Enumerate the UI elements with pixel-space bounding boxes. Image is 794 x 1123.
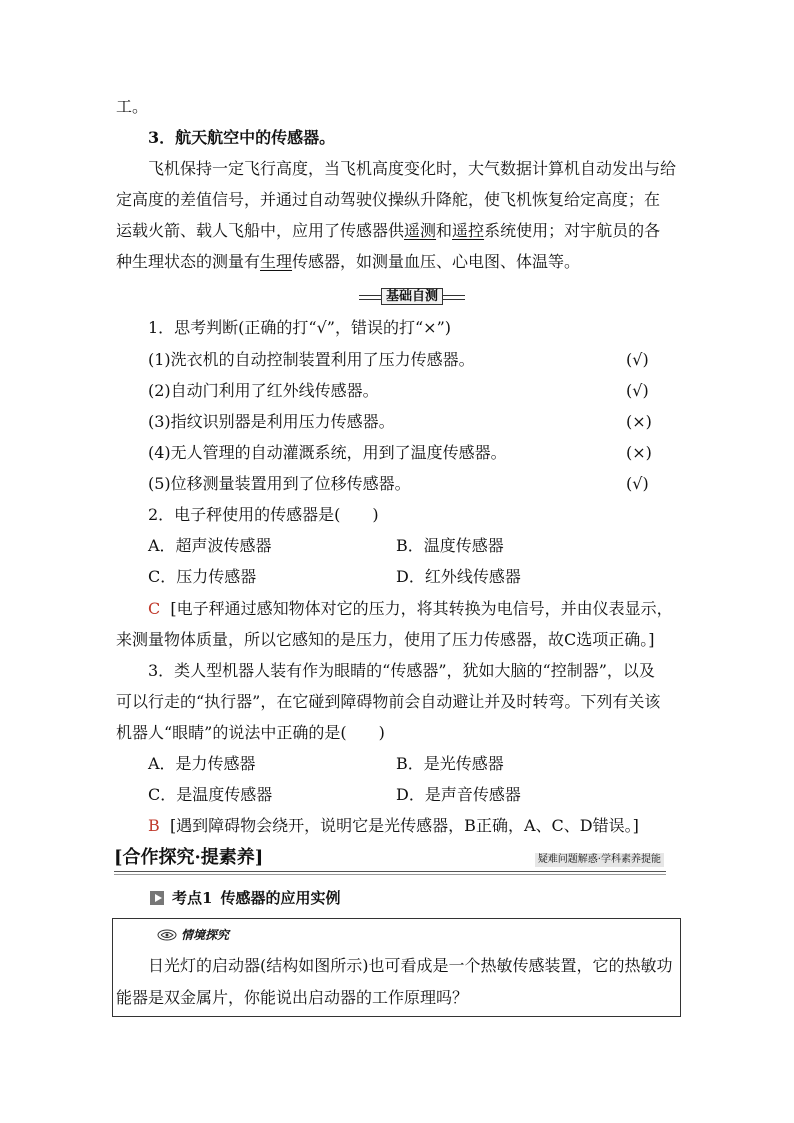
q1-item-2: (2)自动门利用了红外线传感器。	[148, 381, 379, 400]
section-header-title: [合作探究·提素养]	[114, 847, 264, 868]
q1-stem: 1．思考判断(正确的打“√”，错误的打“×”)	[148, 318, 451, 337]
q3-explanation-text: [遇到障碍物会绕开，说明它是光传感器，B正确，A、C、D错误。]	[169, 816, 639, 835]
section-3-para-line-2: 定高度的差值信号，并通过自动驾驶仪操纵升降舵，使飞机恢复给定高度；在	[116, 190, 661, 209]
play-triangle-icon	[150, 891, 164, 905]
q1-item-1-mark: (√)	[626, 350, 649, 369]
banner-rule-left	[359, 295, 381, 300]
para-text: 运载火箭、载人飞船中，应用了传感器供	[116, 221, 405, 240]
underlined-term-physiology: 生理	[260, 252, 293, 271]
q2-option-b: B．温度传感器	[396, 536, 504, 555]
q1-item-5: (5)位移测量装置用到了位移传感器。	[148, 474, 411, 493]
scenario-text-line-1: 日光灯的启动器(结构如图所示)也可看成是一个热敏传感装置，它的热敏功	[148, 956, 673, 975]
section-3-heading: 3．航天航空中的传感器。	[148, 128, 336, 147]
para-text: 种生理状态的测量有	[116, 252, 261, 271]
continued-text: 工。	[116, 97, 149, 116]
section-3-para-line-1: 飞机保持一定飞行高度，当飞机高度变化时，大气数据计算机自动发出与给	[148, 159, 677, 178]
q3-option-b: B．是光传感器	[396, 754, 504, 773]
q2-answer: C	[148, 599, 161, 618]
scenario-label-row	[157, 926, 229, 943]
q1-item-3-mark: (×)	[626, 412, 652, 431]
q3-option-c: C．是温度传感器	[148, 785, 273, 804]
kaodian-heading	[150, 888, 340, 908]
q2-explanation-line-1	[148, 599, 673, 619]
scenario-box	[112, 918, 681, 1017]
q2-option-c: C．压力传感器	[148, 567, 257, 586]
q2-option-a: A．超声波传感器	[148, 536, 272, 555]
scenario-label: 情境探究	[181, 928, 230, 942]
q2-option-d: D．红外线传感器	[396, 567, 521, 586]
self-test-banner	[359, 286, 465, 306]
q2-stem: 2．电子秤使用的传感器是( )	[148, 505, 379, 524]
q3-stem-line-1: 3．类人型机器人装有作为眼睛的“传感器”，犹如大脑的“控制器”，以及	[148, 661, 655, 680]
q1-item-5-mark: (√)	[626, 474, 649, 493]
underlined-term-telemetry: 遥测	[404, 221, 437, 240]
para-text: 传感器，如测量血压、心电图、体温等。	[292, 252, 581, 271]
q3-explanation	[148, 816, 639, 836]
q2-explanation-text: [电子秤通过感知物体对它的压力，将其转换为电信号，并由仪表显示，	[170, 599, 673, 618]
section-3-para-line-3	[116, 221, 660, 241]
para-text: 和	[436, 221, 453, 240]
self-test-banner-label: 基础自测	[381, 288, 443, 305]
q3-option-d: D．是声音传感器	[396, 785, 521, 804]
q1-item-3: (3)指纹识别器是利用压力传感器。	[148, 412, 395, 431]
kaodian-label: 考点1	[172, 889, 213, 907]
q3-answer: B	[148, 816, 160, 835]
kaodian-title: 传感器的应用实例	[220, 889, 341, 907]
q2-explanation-line-2: 来测量物体质量，所以它感知的是压力，使用了压力传感器，故C选项正确。]	[116, 630, 655, 649]
q3-stem-line-3: 机器人“眼睛”的说法中正确的是( )	[116, 723, 385, 742]
scenario-text-line-2: 能器是双金属片，你能说出启动器的工作原理吗？	[116, 988, 469, 1007]
section-header-rule-thin	[114, 874, 666, 875]
q1-item-1: (1)洗衣机的自动控制装置利用了压力传感器。	[148, 350, 475, 369]
para-text: 系统使用；对宇航员的各	[484, 221, 661, 240]
section-header-subtitle: 疑难问题解惑·学科素养提能	[535, 853, 664, 867]
scenario-swirl-icon	[157, 929, 177, 941]
q1-item-2-mark: (√)	[626, 381, 649, 400]
q1-item-4: (4)无人管理的自动灌溉系统，用到了温度传感器。	[148, 443, 507, 462]
banner-rule-right	[443, 295, 465, 300]
q3-option-a: A．是力传感器	[148, 754, 256, 773]
section-3-para-line-4	[116, 252, 580, 272]
section-header	[114, 846, 666, 872]
section-header-rule	[114, 871, 666, 872]
q1-item-4-mark: (×)	[626, 443, 652, 462]
q3-stem-line-2: 可以行走的“执行器”，在它碰到障碍物前会自动避让并及时转弯。下列有关该	[116, 692, 661, 711]
underlined-term-remote-control: 遥控	[452, 221, 485, 240]
